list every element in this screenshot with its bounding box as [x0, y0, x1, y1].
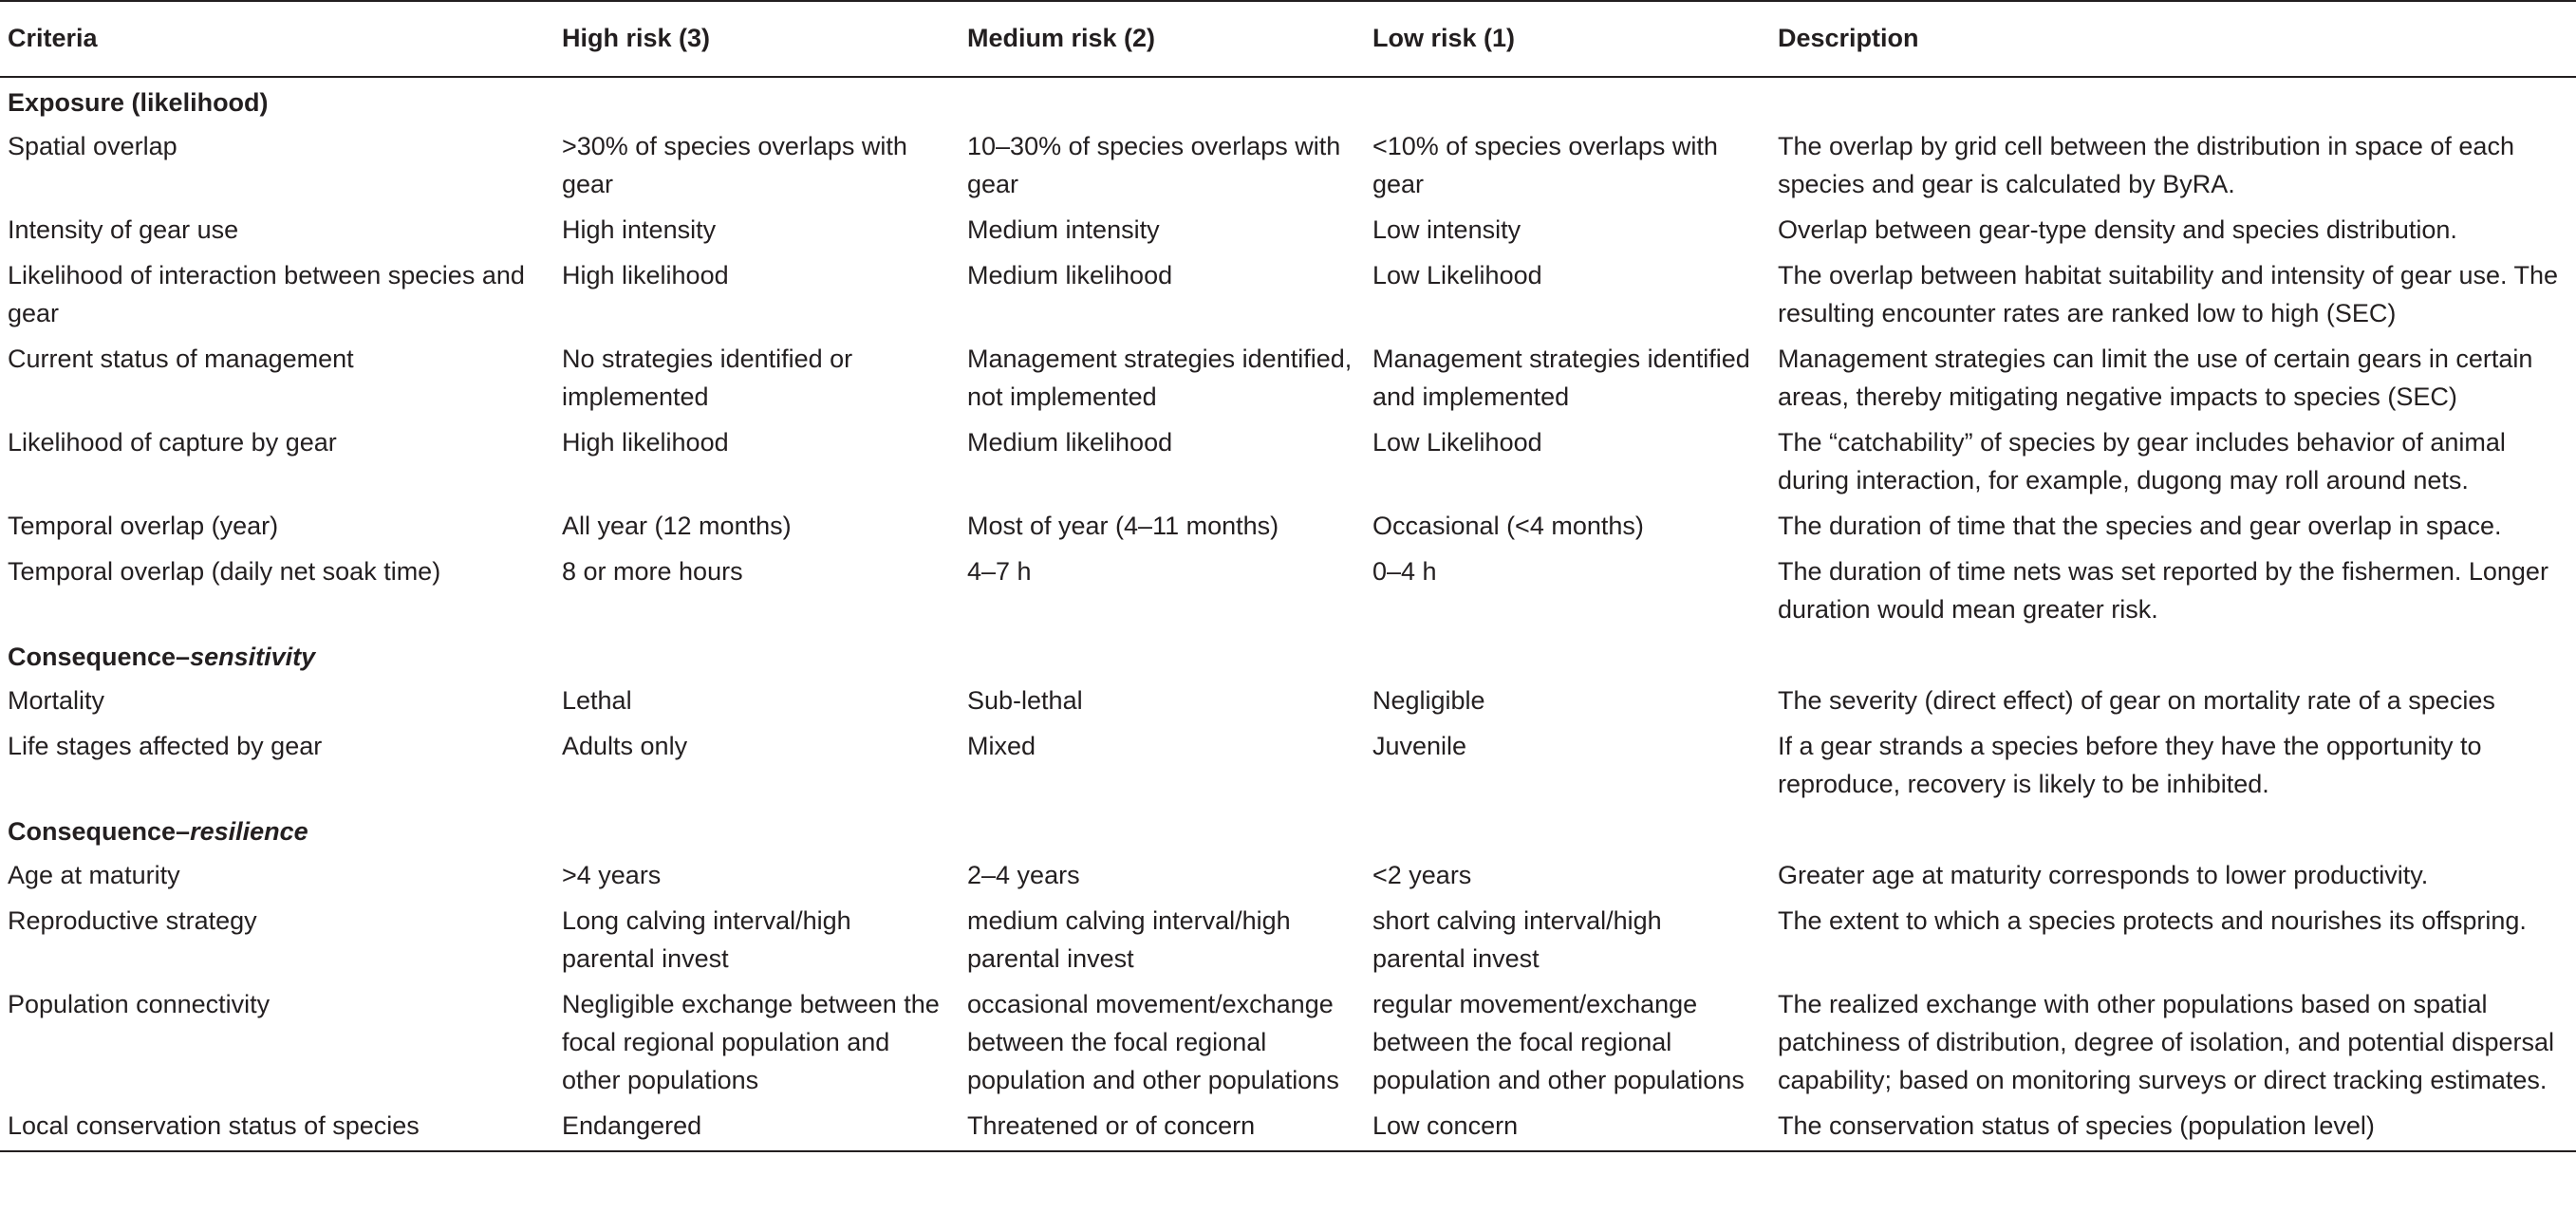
cell-low-risk: 0–4 h: [1372, 557, 1437, 586]
header-description: Description: [1778, 24, 1919, 52]
cell-medium-risk: Threatened or of concern: [967, 1111, 1256, 1140]
cell-description: The duration of time that the species and gear overlap in space.: [1778, 512, 2502, 540]
cell-low-risk: Occasional (<4 months): [1372, 512, 1644, 540]
cell-high-risk: >4 years: [562, 861, 662, 889]
header-criteria: Criteria: [8, 24, 98, 52]
cell-criteria: Temporal overlap (year): [8, 512, 279, 540]
cell-low-risk: <2 years: [1372, 861, 1472, 889]
cell-low-risk: <10% of species overlaps with gear: [1372, 132, 1718, 198]
header-medium-risk: Medium risk (2): [967, 24, 1156, 52]
cell-medium-risk: 4–7 h: [967, 557, 1032, 586]
section-heading: [0, 76, 2576, 121]
cell-description: The “catchability” of species by gear includes behavior of animal during interaction, for example, dugong may roll around nets.: [1778, 428, 2506, 494]
cell-criteria: Life stages affected by gear: [8, 732, 323, 760]
cell-medium-risk: medium calving interval/high parental invest: [967, 906, 1291, 973]
cell-low-risk: Low intensity: [1372, 215, 1521, 244]
table-row: [0, 418, 2576, 501]
cell-low-risk: Low Likelihood: [1372, 428, 1542, 457]
table-header-row: [0, 0, 2576, 76]
section-heading: [0, 805, 2576, 850]
cell-criteria: Temporal overlap (daily net soak time): [8, 557, 441, 586]
cell-criteria: Reproductive strategy: [8, 906, 257, 935]
section-heading-text: Consequence–: [8, 643, 191, 671]
cell-low-risk: short calving interval/high parental invest: [1372, 906, 1662, 973]
cell-criteria: Mortality: [8, 686, 105, 715]
cell-high-risk: >30% of species overlaps with gear: [562, 132, 907, 198]
cell-criteria: Population connectivity: [8, 990, 271, 1018]
section-heading-italic-text: resilience: [190, 817, 308, 846]
cell-low-risk: Management strategies identified and implemented: [1372, 345, 1750, 411]
header-low-risk: Low risk (1): [1372, 24, 1516, 52]
table-row: [0, 251, 2576, 334]
cell-criteria: Likelihood of interaction between species and gear: [8, 261, 525, 327]
cell-high-risk: High intensity: [562, 215, 717, 244]
section-heading-row: [0, 630, 2576, 676]
cell-description: The conservation status of species (population level): [1778, 1111, 2375, 1140]
cell-criteria: Spatial overlap: [8, 132, 177, 160]
table-row: [0, 334, 2576, 418]
cell-medium-risk: Most of year (4–11 months): [967, 512, 1279, 540]
cell-medium-risk: Mixed: [967, 732, 1036, 760]
table-row: [0, 121, 2576, 205]
cell-medium-risk: Management strategies identified, not implemented: [967, 345, 1353, 411]
cell-criteria: Age at maturity: [8, 861, 180, 889]
table-row: [0, 676, 2576, 721]
table-row: [0, 547, 2576, 630]
cell-description: Greater age at maturity corresponds to lower productivity.: [1778, 861, 2429, 889]
table-row: [0, 501, 2576, 547]
cell-high-risk: Endangered: [562, 1111, 702, 1140]
cell-description: If a gear strands a species before they have the opportunity to reproduce, recovery is likely to be inhibited.: [1778, 732, 2482, 798]
section-heading-text: Consequence–: [8, 817, 191, 846]
cell-medium-risk: Medium likelihood: [967, 428, 1173, 457]
cell-high-risk: No strategies identified or implemented: [562, 345, 853, 411]
section-heading-italic-text: sensitivity: [190, 643, 316, 671]
cell-high-risk: High likelihood: [562, 428, 729, 457]
table-row: [0, 850, 2576, 896]
cell-low-risk: Juvenile: [1372, 732, 1467, 760]
cell-high-risk: Adults only: [562, 732, 688, 760]
cell-description: Management strategies can limit the use of certain gears in certain areas, thereby mitigating negative impacts to species (SEC): [1778, 345, 2533, 411]
cell-medium-risk: 2–4 years: [967, 861, 1080, 889]
table-row: [0, 721, 2576, 805]
cell-low-risk: Negligible: [1372, 686, 1485, 715]
cell-medium-risk: Medium intensity: [967, 215, 1160, 244]
header-high-risk: High risk (3): [562, 24, 711, 52]
cell-medium-risk: 10–30% of species overlaps with gear: [967, 132, 1341, 198]
cell-description: The overlap by grid cell between the distribution in space of each species and gear is calculated by ByRA.: [1778, 132, 2514, 198]
cell-criteria: Local conservation status of species: [8, 1111, 420, 1140]
cell-medium-risk: occasional movement/exchange between the focal regional population and other populations: [967, 990, 1339, 1094]
cell-medium-risk: Medium likelihood: [967, 261, 1173, 289]
table-row: [0, 979, 2576, 1101]
cell-high-risk: High likelihood: [562, 261, 729, 289]
cell-criteria: Current status of management: [8, 345, 354, 373]
cell-low-risk: regular movement/exchange between the focal regional population and other populations: [1372, 990, 1745, 1094]
cell-low-risk: Low Likelihood: [1372, 261, 1542, 289]
cell-criteria: Likelihood of capture by gear: [8, 428, 337, 457]
cell-description: The duration of time nets was set reported by the fishermen. Longer duration would mean greater risk.: [1778, 557, 2548, 624]
cell-low-risk: Low concern: [1372, 1111, 1519, 1140]
section-heading: [0, 630, 2576, 676]
cell-high-risk: 8 or more hours: [562, 557, 743, 586]
cell-description: The overlap between habitat suitability and intensity of gear use. The resulting encounter rates are ranked low to high (SEC): [1778, 261, 2559, 327]
cell-high-risk: Long calving interval/high parental invest: [562, 906, 851, 973]
cell-description: The extent to which a species protects and nourishes its offspring.: [1778, 906, 2527, 935]
section-heading-row: [0, 805, 2576, 850]
table-row: [0, 1101, 2576, 1147]
cell-high-risk: Negligible exchange between the focal regional population and other populations: [562, 990, 940, 1094]
section-heading-text: Exposure (likelihood): [8, 88, 269, 117]
table-body: [0, 76, 2576, 1147]
section-heading-row: [0, 76, 2576, 121]
cell-description: The realized exchange with other populations based on spatial patchiness of distribution, degree of isolation, and potential dispersal capability; based on monitoring surveys or direct tracking estimates.: [1778, 990, 2555, 1094]
cell-criteria: Intensity of gear use: [8, 215, 239, 244]
cell-description: The severity (direct effect) of gear on mortality rate of a species: [1778, 686, 2495, 715]
cell-medium-risk: Sub-lethal: [967, 686, 1083, 715]
cell-description: Overlap between gear-type density and species distribution.: [1778, 215, 2457, 244]
cell-high-risk: All year (12 months): [562, 512, 792, 540]
table-row: [0, 205, 2576, 251]
table-bottom-rule: [0, 1150, 2576, 1152]
cell-high-risk: Lethal: [562, 686, 632, 715]
table-row: [0, 896, 2576, 979]
